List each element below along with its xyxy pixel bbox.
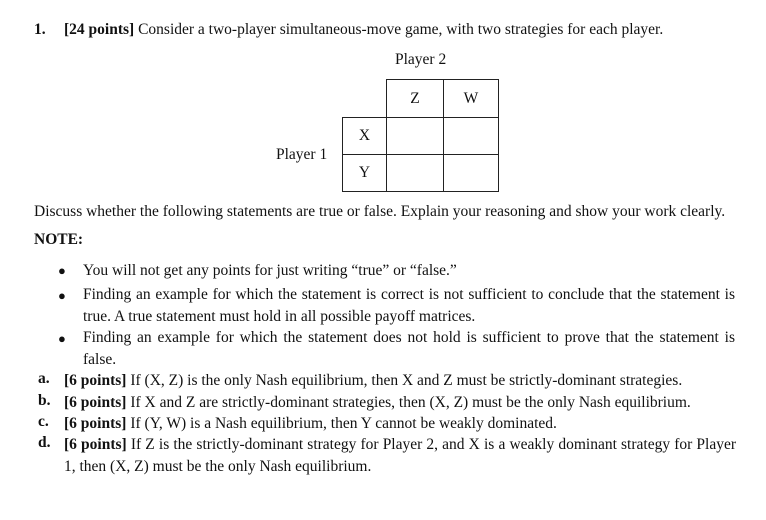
note-label: NOTE: [34,231,84,248]
payoff-cell-xz [387,118,444,155]
question-header [64,21,663,39]
part-d [64,434,736,478]
payoff-cell-yz [387,155,444,192]
note-item: Finding an example for which the statement is correct is not sufficient to conclude that the statement is true. A true statement must hold in all possible payoff matrices. [83,286,735,325]
question-text: Consider a two-player simultaneous-move game, with two strategies for each player. [138,21,664,38]
part-b-label: b. [38,392,51,409]
row-strategy-y: Y [343,155,387,192]
payoff-matrix [342,117,499,192]
part-d-label: d. [38,434,51,451]
bullet-icon: ● [58,288,66,303]
question-points: [24 points] [64,21,135,38]
part-c-label: c. [38,413,49,430]
part-b-text: If X and Z are strictly-dominant strategies, then (X, Z) must be the only Nash equilibrium. [130,394,691,411]
bullet-icon: ● [58,331,66,346]
bullet-icon: ● [58,263,66,278]
col-strategy-w: W [444,80,499,118]
col-strategy-z: Z [387,80,444,118]
part-c-points: [6 points] [64,415,127,432]
payoff-cell-xw [444,118,499,155]
part-d-text: If Z is the strictly-dominant strategy for Player 2, and X is a weakly dominant strategy for Player 1, then (X, Z) must be the only Nash equilibrium. [64,436,737,475]
column-header [386,79,499,118]
part-a-text: If (X, Z) is the only Nash equilibrium, then X and Z must be strictly-dominant strategies. [130,372,683,389]
part-d-points: [6 points] [64,436,127,453]
player2-label: Player 2 [395,51,447,68]
player1-label: Player 1 [276,146,328,163]
part-a [64,370,736,392]
part-c [64,413,736,435]
note-item: Finding an example for which the statement does not hold is sufficient to prove that the statement is false. [83,329,735,368]
instructions: Discuss whether the following statements are true or false. Explain your reasoning and show your work clearly. [34,203,726,220]
note-item: You will not get any points for just writing “true” or “false.” [83,262,457,279]
part-a-points: [6 points] [64,372,127,389]
part-c-text: If (Y, W) is a Nash equilibrium, then Y cannot be weakly dominated. [130,415,557,432]
payoff-cell-yw [444,155,499,192]
part-b [64,392,736,414]
part-b-points: [6 points] [64,394,127,411]
question-number: 1. [34,21,46,38]
row-strategy-x: X [343,118,387,155]
part-a-label: a. [38,370,50,387]
